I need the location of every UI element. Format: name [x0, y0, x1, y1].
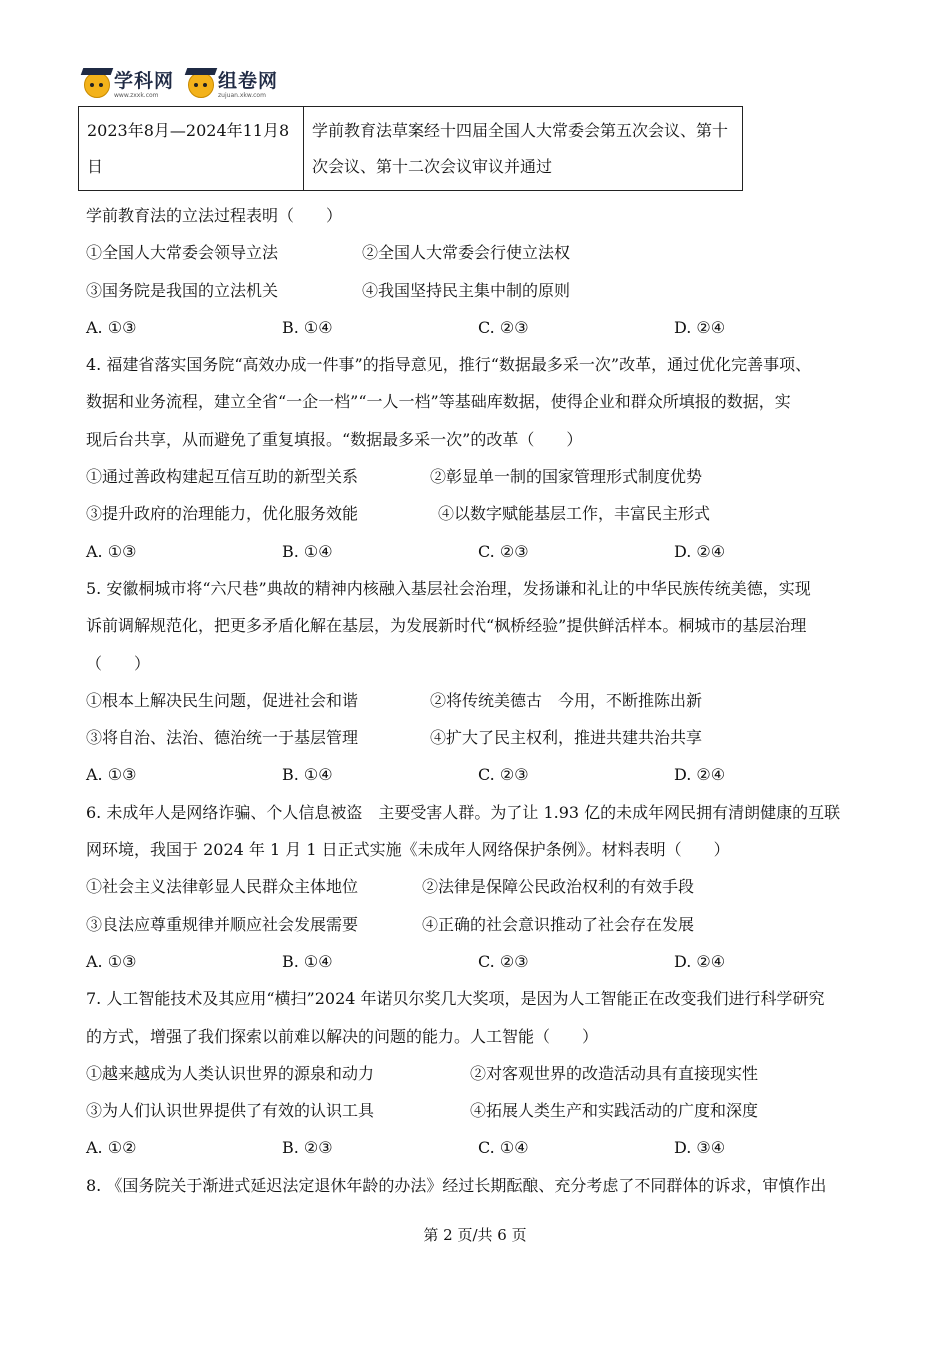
option: ④正确的社会意识推动了社会存在发展	[422, 914, 695, 934]
xuekewang-logo	[84, 69, 175, 99]
options-row	[86, 495, 876, 532]
question-text: 6. 未成年人是网络诈骗、个人信息被盗 主要受害人群。为了让 1.93 亿的未成年网民拥有清朗健康的互联	[86, 802, 841, 822]
option: ③国务院是我国的立法机关	[86, 280, 279, 300]
option: ①根本上解决民生问题，促进社会和谐	[86, 690, 359, 710]
option: ④扩大了民主权利，推进共建共治共享	[430, 728, 703, 748]
option: ①越来越成为人类认识世界的源泉和动力	[86, 1063, 375, 1083]
options-row	[86, 906, 876, 943]
logo-name: 组卷网	[218, 69, 279, 92]
question-text: 8. 《国务院关于渐进式延迟法定退休年龄的办法》经过长期酝酿、充分考虑了不同群体的诉求，审慎作出	[86, 1175, 827, 1195]
question-text: 数据和业务流程，建立全省“一企一档”“一人一档”等基础库数据，使得企业和群众所填报的数据，实	[86, 392, 791, 412]
options-row	[86, 682, 876, 719]
table-cell-event: 学前教育法草案经十四届全国人大常委会第五次会议、第十次会议、第十二次会议审议并通过	[304, 107, 743, 191]
options-row	[86, 458, 876, 495]
answer-choices	[86, 533, 876, 570]
table-cell-date: 2023年8月—2024年11月8日	[79, 107, 304, 191]
choice-c[interactable]: C. ②③	[478, 765, 529, 785]
options-row	[86, 234, 876, 271]
mascot-icon	[84, 72, 110, 98]
choice-b[interactable]: B. ①④	[282, 765, 333, 785]
answer-choices	[86, 943, 876, 980]
choice-a[interactable]: A. ①②	[86, 1138, 137, 1158]
choice-c[interactable]: C. ②③	[478, 951, 529, 971]
answer-choices	[86, 756, 876, 793]
option: ④拓展人类生产和实践活动的广度和深度	[470, 1101, 759, 1121]
option: ①全国人大常委会领导立法	[86, 243, 279, 263]
option: ②法律是保障公民政治权利的有效手段	[422, 877, 695, 897]
option: ③为人们认识世界提供了有效的认识工具	[86, 1101, 375, 1121]
legislation-timeline-table	[78, 106, 743, 191]
zujuanwang-logo	[188, 69, 279, 99]
choice-d[interactable]: D. ②④	[674, 541, 726, 561]
mascot-icon	[188, 72, 214, 98]
answer-choices	[86, 1129, 876, 1166]
question-text: （ ）	[86, 653, 151, 673]
options-row	[86, 1092, 876, 1129]
choice-d[interactable]: D. ②④	[674, 765, 726, 785]
choice-c[interactable]: C. ①④	[478, 1138, 529, 1158]
choice-b[interactable]: B. ①④	[282, 317, 333, 337]
choice-b[interactable]: B. ①④	[282, 541, 333, 561]
options-row	[86, 719, 876, 756]
question-text: 诉前调解规范化，把更多矛盾化解在基层，为发展新时代“枫桥经验”提供鲜活样本。桐城市的基层治理	[86, 616, 807, 636]
logo-url: www.zxxk.com	[114, 91, 159, 99]
question-text: 4. 福建省落实国务院“高效办成一件事”的指导意见，推行“数据最多采一次”改革，通过优化完善事项、	[86, 355, 812, 375]
choice-a[interactable]: A. ①③	[86, 765, 137, 785]
choice-d[interactable]: D. ②④	[674, 951, 726, 971]
question-stem: 学前教育法的立法过程表明（ ）	[86, 206, 343, 225]
question-text: 的方式，增强了我们探索以前难以解决的问题的能力。人工智能（ ）	[86, 1026, 599, 1046]
option: ③将自治、法治、德治统一于基层管理	[86, 728, 359, 748]
choice-d[interactable]: D. ②④	[674, 317, 726, 337]
choice-b[interactable]: B. ②③	[282, 1138, 333, 1158]
option: ③良法应尊重规律并顺应社会发展需要	[86, 914, 359, 934]
logo-name: 学科网	[114, 69, 175, 92]
option: ②对客观世界的改造活动具有直接现实性	[470, 1063, 759, 1083]
option: ③提升政府的治理能力，优化服务效能	[86, 504, 359, 524]
question-text: 5. 安徽桐城市将“六尺巷”典故的精神内核融入基层社会治理，发扬谦和礼让的中华民族传统美德，实现	[86, 578, 811, 598]
option: ④以数字赋能基层工作，丰富民主形式	[438, 504, 711, 524]
option: ②将传统美德古 今用，不断推陈出新	[430, 690, 703, 710]
option: ④我国坚持民主集中制的原则	[362, 280, 571, 300]
choice-c[interactable]: C. ②③	[478, 317, 529, 337]
option: ②全国人大常委会行使立法权	[362, 243, 571, 263]
choice-c[interactable]: C. ②③	[478, 541, 529, 561]
table-row	[79, 107, 743, 191]
option: ①通过善政构建起互信互助的新型关系	[86, 467, 359, 487]
question-text: 网环境，我国于 2024 年 1 月 1 日正式实施《未成年人网络保护条例》。材料表明（ ）	[86, 840, 730, 860]
question-text: 7. 人工智能技术及其应用“横扫”2024 年诺贝尔奖几大奖项，是因为人工智能正在改变我们进行科学研究	[86, 989, 825, 1009]
page-number: 第 2 页/共 6 页	[423, 1226, 527, 1244]
question-content	[86, 197, 876, 1204]
options-row	[86, 868, 876, 905]
choice-a[interactable]: A. ①③	[86, 541, 137, 561]
options-row	[86, 1055, 876, 1092]
choice-a[interactable]: A. ①③	[86, 317, 137, 337]
options-row	[86, 272, 876, 309]
choice-a[interactable]: A. ①③	[86, 951, 137, 971]
question-text: 现后台共享，从而避免了重复填报。“数据最多采一次”的改革（ ）	[86, 429, 583, 449]
choice-d[interactable]: D. ③④	[674, 1138, 726, 1158]
option: ①社会主义法律彰显人民群众主体地位	[86, 877, 359, 897]
header-logos	[84, 68, 278, 102]
answer-choices	[86, 309, 876, 346]
logo-url: zujuan.xkw.com	[218, 91, 266, 99]
choice-b[interactable]: B. ①④	[282, 951, 333, 971]
option: ②彰显单一制的国家管理形式制度优势	[430, 467, 703, 487]
